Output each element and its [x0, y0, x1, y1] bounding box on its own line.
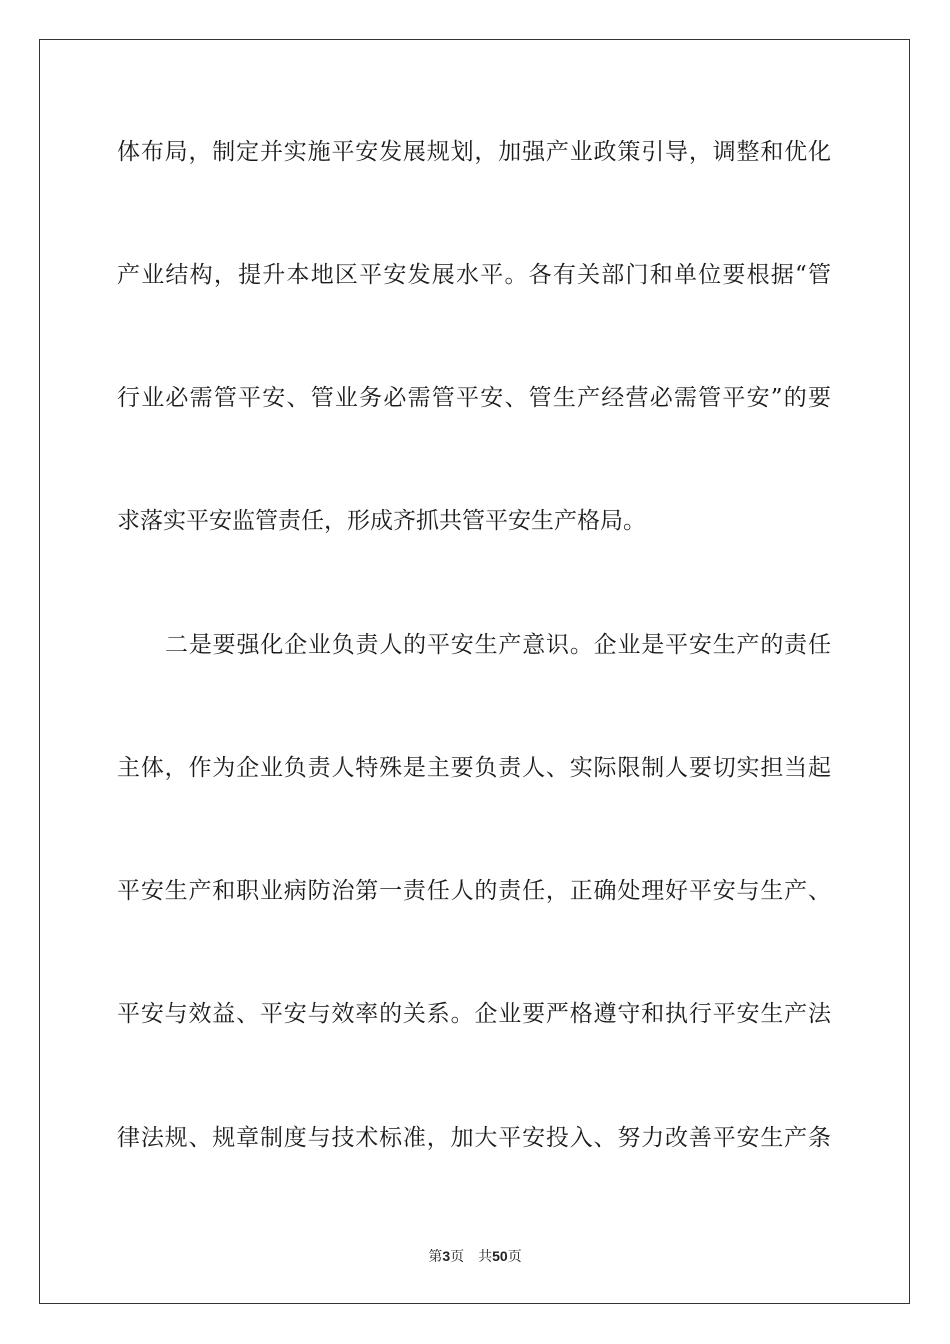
footer-page-number: 3 — [442, 1248, 451, 1264]
page-border — [39, 39, 910, 1304]
body-line-7: 平安生产和职业病防治第一责任人的责任，正确处理好平安与生产、 — [117, 878, 831, 904]
body-line-3: 行业必需管平安、管业务必需管平安、管生产经营必需管平安”的要 — [117, 385, 831, 411]
body-line-2: 产业结构，提升本地区平安发展水平。各有关部门和单位要根据“管 — [117, 262, 831, 288]
body-line-8: 平安与效益、平安与效率的关系。企业要严格遵守和执行平安生产法 — [117, 1001, 831, 1027]
footer-page-prefix: 第 — [428, 1249, 443, 1265]
footer-total-suffix: 页 — [507, 1249, 522, 1265]
body-line-6: 主体，作为企业负责人特殊是主要负责人、实际限制人要切实担当起 — [117, 755, 831, 781]
body-line-5: 二是要强化企业负责人的平安生产意识。企业是平安生产的责任 — [165, 632, 831, 658]
body-line-9: 律法规、规章制度与技术标准，加大平安投入、努力改善平安生产条 — [117, 1125, 831, 1151]
footer-total-prefix: 共 — [478, 1249, 493, 1265]
footer-total-pages: 50 — [492, 1248, 508, 1264]
page-footer — [0, 1247, 950, 1266]
body-line-4: 求落实平安监管责任，形成齐抓共管平安生产格局。 — [117, 508, 646, 534]
footer-page-suffix: 页 — [450, 1249, 465, 1265]
body-line-1: 体布局，制定并实施平安发展规划，加强产业政策引导，调整和优化 — [117, 139, 831, 165]
